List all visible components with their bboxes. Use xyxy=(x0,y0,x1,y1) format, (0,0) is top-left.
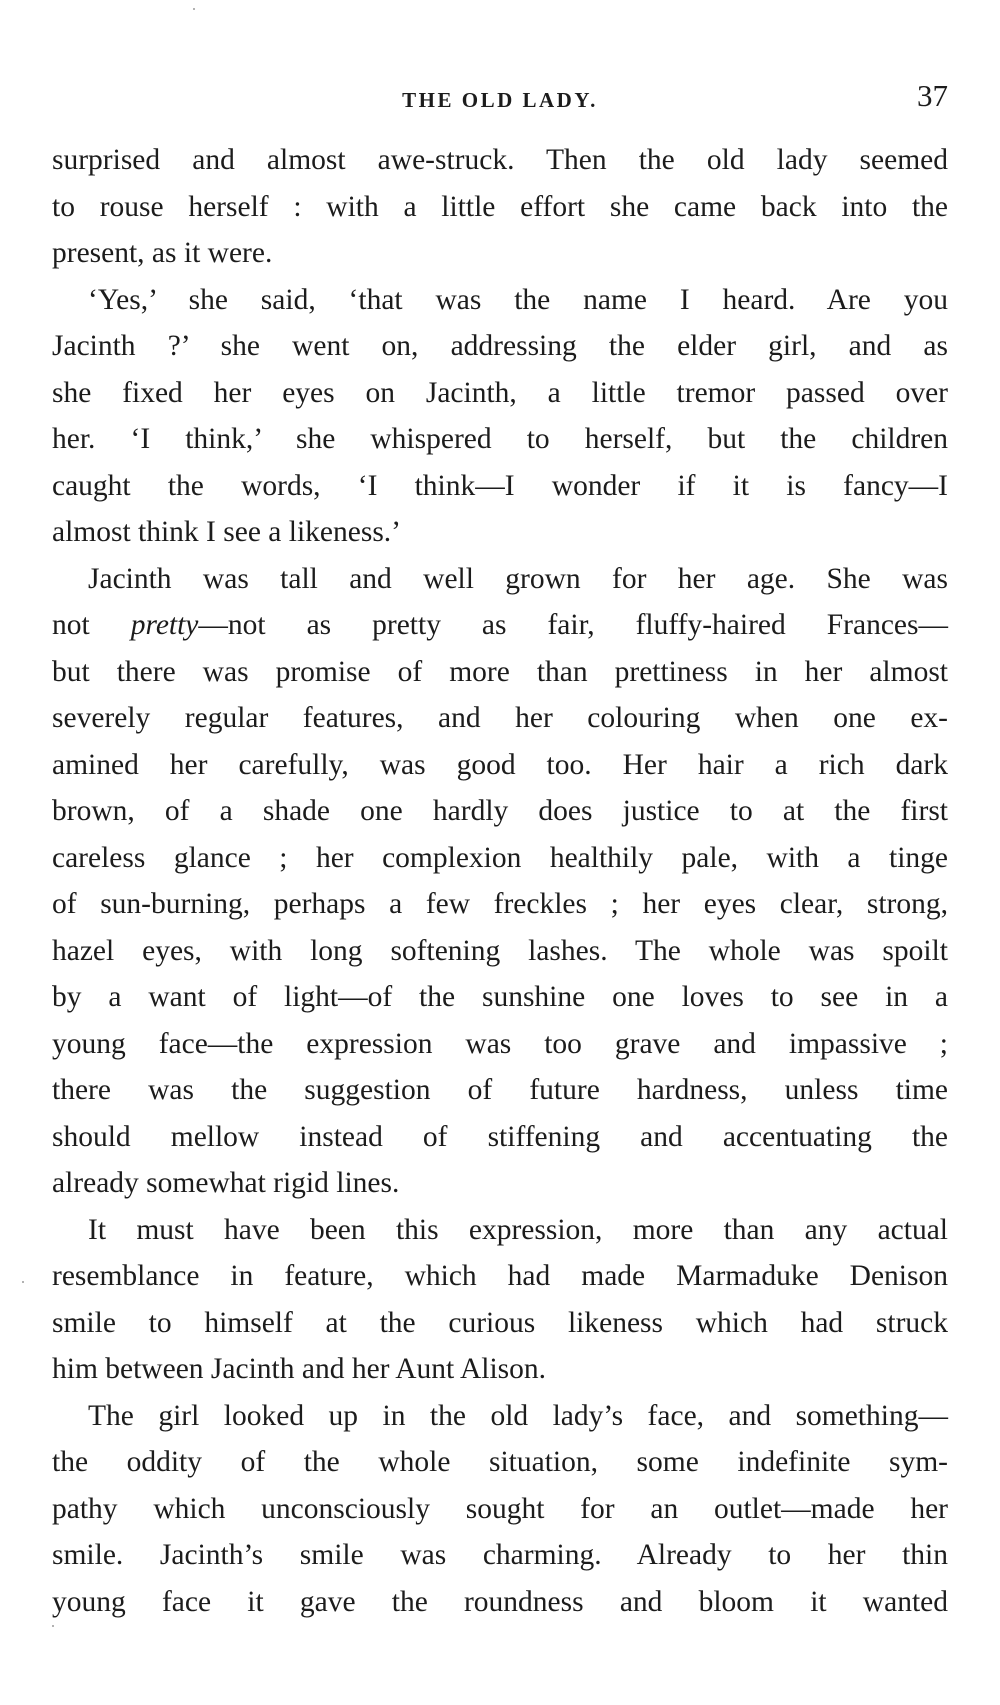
text-line: careless glance ; her complexion healthily pale, with a tinge xyxy=(52,841,948,874)
text-segment: not xyxy=(52,609,131,641)
text-line: pathy which unconsciously sought for an outlet—made her xyxy=(52,1492,948,1525)
text-line: surprised and almost awe-struck. Then the old lady seemed xyxy=(52,144,948,176)
text-line: should mellow instead of stiffening and accentuating the xyxy=(52,1120,948,1153)
text-line: The girl looked up in the old lady’s face, and something— xyxy=(88,1399,948,1432)
text-line: by a want of light—of the sunshine one loves to see in a xyxy=(52,981,948,1013)
text-line: the oddity of the whole situation, some indefinite sym- xyxy=(52,1446,948,1478)
paragraph xyxy=(52,137,948,277)
page-number: 37 xyxy=(917,78,948,113)
text-line: there was the suggestion of future hardness, unless time xyxy=(52,1074,948,1106)
text-line xyxy=(52,602,948,649)
text-line: smile to himself at the curious likeness which had struck xyxy=(52,1306,948,1339)
ink-speck xyxy=(193,8,195,10)
text-line: already somewhat rigid lines. xyxy=(52,1167,400,1199)
paragraph xyxy=(52,556,948,1207)
text-line: hazel eyes, with long softening lashes. The whole was spoilt xyxy=(52,934,948,967)
emphasized-word: pretty xyxy=(130,609,199,641)
paragraph xyxy=(52,277,948,556)
text-line: almost think I see a likeness.’ xyxy=(52,516,402,548)
paragraph xyxy=(52,1207,948,1393)
text-line: of sun-burning, perhaps a few freckles ; her eyes clear, strong, xyxy=(52,888,948,920)
text-body xyxy=(52,137,948,1625)
text-line: severely regular features, and her colouring when one ex- xyxy=(52,702,948,734)
text-line: ‘Yes,’ she said, ‘that was the name I heard. Are you xyxy=(88,283,948,316)
text-line: present, as it were. xyxy=(52,237,273,269)
text-line: smile. Jacinth’s smile was charming. Already to her thin xyxy=(52,1539,948,1571)
text-line: young face it gave the roundness and bloom it wanted xyxy=(52,1585,948,1618)
text-line: young face—the expression was too grave and impassive ; xyxy=(52,1027,948,1060)
running-title: THE OLD LADY. xyxy=(402,88,598,112)
ink-speck xyxy=(52,1625,54,1627)
text-line: Jacinth ?’ she went on, addressing the elder girl, and as xyxy=(52,330,948,362)
text-line: her. ‘I think,’ she whispered to herself, but the children xyxy=(52,423,948,455)
paragraph xyxy=(52,1393,948,1626)
text-line: to rouse herself : with a little effort she came back into the xyxy=(52,190,948,223)
text-segment: —not as pretty as fair, fluffy-haired Frances— xyxy=(198,609,948,641)
text-line: It must have been this expression, more than any actual xyxy=(88,1213,948,1246)
text-line: but there was promise of more than prettiness in her almost xyxy=(52,655,948,688)
running-head xyxy=(52,72,948,122)
text-line: resemblance in feature, which had made Marmaduke Denison xyxy=(52,1260,948,1292)
text-line: she fixed her eyes on Jacinth, a little tremor passed over xyxy=(52,376,948,409)
text-line: caught the words, ‘I think—I wonder if it is fancy—I xyxy=(52,469,948,502)
text-line: brown, of a shade one hardly does justice to at the first xyxy=(52,795,948,827)
text-line: him between Jacinth and her Aunt Alison. xyxy=(52,1353,547,1385)
ink-speck xyxy=(22,1281,24,1283)
text-line: amined her carefully, was good too. Her hair a rich dark xyxy=(52,748,948,781)
text-line: Jacinth was tall and well grown for her age. She was xyxy=(88,562,948,595)
